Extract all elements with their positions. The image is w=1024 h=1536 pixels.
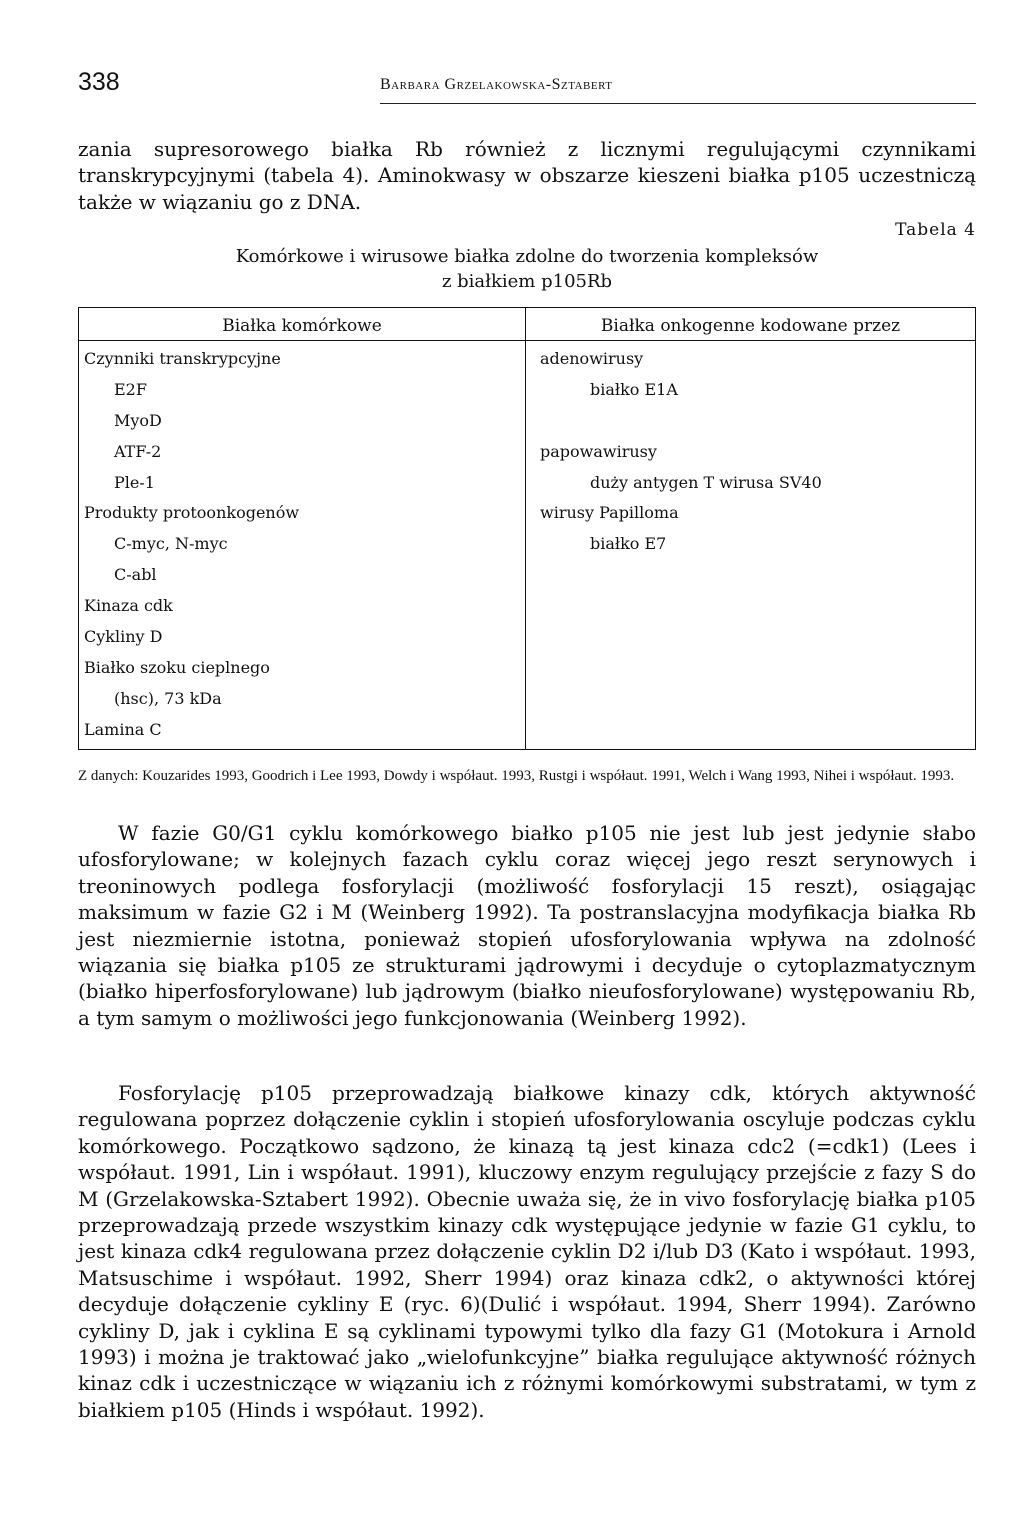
table-caption-line-2: z białkiem p105Rb [441, 271, 613, 292]
cellular-proteins-list [79, 341, 525, 749]
cellular-protein-item: Lamina C [84, 719, 162, 739]
cellular-proteins-cell [79, 341, 526, 750]
oncogenic-proteins-list [526, 341, 975, 563]
running-head: Barbara Grzelakowska-Sztabert [380, 76, 613, 93]
cellular-protein-item: Ple-1 [114, 472, 155, 492]
oncogenic-protein-item: białko E7 [590, 534, 667, 554]
body-paragraph-1: W fazie G0/G1 cyklu komórkowego białko p105 nie jest lub jest jedynie słabo ufosforylowane; w kolejnych fazach cyklu coraz więcej jego reszt serynowych i treoninowych podlega fosforylacji (możliwość fosforylacji 15 reszt), osiągając maksimum w fazie G2 i M (Weinberg 1992). Ta postranslacyjna modyfikacja białka Rb jest niezmiernie istotna, ponieważ stopień ufosforylowania wpływa na zdolność wiązania się białka p105 ze strukturami jądrowymi i decyduje o cytoplazmatycznym (białko hiperfosforylowane) lub jądrowym (białko nieufosforylowane) występowaniu Rb, a tym samym o możliwości jego funkcjonowania (Weinberg 1992). [78, 821, 976, 1030]
cellular-protein-item: Czynniki transkrypcyjne [84, 349, 281, 368]
header-rule [380, 103, 976, 104]
oncogenic-protein-item: białko E1A [590, 379, 678, 399]
oncogenic-proteins-cell [526, 341, 976, 750]
page-number: 338 [78, 68, 120, 96]
table-source-note: Z danych: Kouzarides 1993, Goodrich i Lee 1993, Dowdy i współaut. 1993, Rustgi i współaut. 1991, Welch i Wang 1993, Nihei i współaut. 1993. [78, 768, 955, 784]
cellular-protein-item: (hsc), 73 kDa [114, 688, 222, 708]
cellular-protein-item: Białko szoku cieplnego [84, 657, 270, 677]
intro-paragraph: zania supresorowego białka Rb również z licznymi regulującymi czynnikami transkrypcyjnymi (tabela 4). Aminokwasy w obszarze kieszeni białka p105 uczestniczą także w wiązaniu go z DNA. [78, 137, 976, 214]
body-paragraph-2: Fosforylację p105 przeprowadzają białkowe kinazy cdk, których aktywność regulowana poprzez dołączenie cyklin i stopień ufosforylowania oscyluje podczas cyklu komórkowego. Początkowo sądzono, że kinazą tą jest kinaza cdc2 (=cdk1) (Lees i współaut. 1991, Lin i współaut. 1991), kluczowy enzym regulujący przejście z fazy S do M (Grzelakowska-Sztabert 1992). Obecnie uważa się, że in vivo fosforylację białka p105 przeprowadzają przede wszystkim kinazy cdk występujące jedynie w fazie G1 cyklu, to jest kinaza cdk4 regulowana przez dołączenie cyklin D2 i/lub D3 (Kato i współaut. 1993, Matsuschime i współaut. 1992, Sherr 1994) oraz kinaza cdk2, o aktywności której decyduje dołączenie cykliny E (ryc. 6)(Dulić i współaut. 1994, Sherr 1994). Zarówno cykliny D, jak i cyklina E są cyklinami typowymi tylko dla fazy G1 (Motokura i Arnold 1993) i można je traktować jako „wielofunkcyjne” białka regulujące aktywność różnych kinaz cdk i uczestniczące w wiązaniu ich z różnymi komórkowymi substratami, w tym z białkiem p105 (Hinds i współaut. 1992). [78, 1081, 976, 1422]
cellular-protein-item: C-myc, N-myc [114, 534, 228, 554]
column-header-oncogenic: Białka onkogenne kodowane przez [526, 308, 976, 341]
oncogenic-protein-item: wirusy Papilloma [540, 503, 679, 523]
table-body-row [79, 341, 976, 750]
cellular-protein-item: MyoD [114, 410, 162, 430]
oncogenic-protein-item: duży antygen T wirusa SV40 [590, 472, 822, 492]
data-table [78, 307, 976, 750]
oncogenic-protein-item [526, 409, 975, 440]
cellular-protein-item: Produkty protoonkogenów [84, 503, 300, 523]
cellular-protein-item: Cykliny D [84, 627, 163, 647]
cellular-protein-item: C-abl [114, 565, 157, 585]
table-header-row [79, 308, 976, 341]
table-caption-line-1: Komórkowe i wirusowe białka zdolne do tworzenia kompleksów [235, 246, 819, 267]
cellular-protein-item: ATF-2 [114, 441, 162, 461]
column-header-cellular: Białka komórkowe [79, 308, 526, 341]
table-caption [78, 244, 976, 294]
oncogenic-protein-item: papowawirusy [540, 441, 657, 461]
cellular-protein-item: E2F [114, 379, 147, 399]
oncogenic-protein-item: adenowirusy [540, 349, 644, 368]
table-label: Tabela 4 [895, 220, 976, 240]
cellular-protein-item: Kinaza cdk [84, 596, 173, 616]
